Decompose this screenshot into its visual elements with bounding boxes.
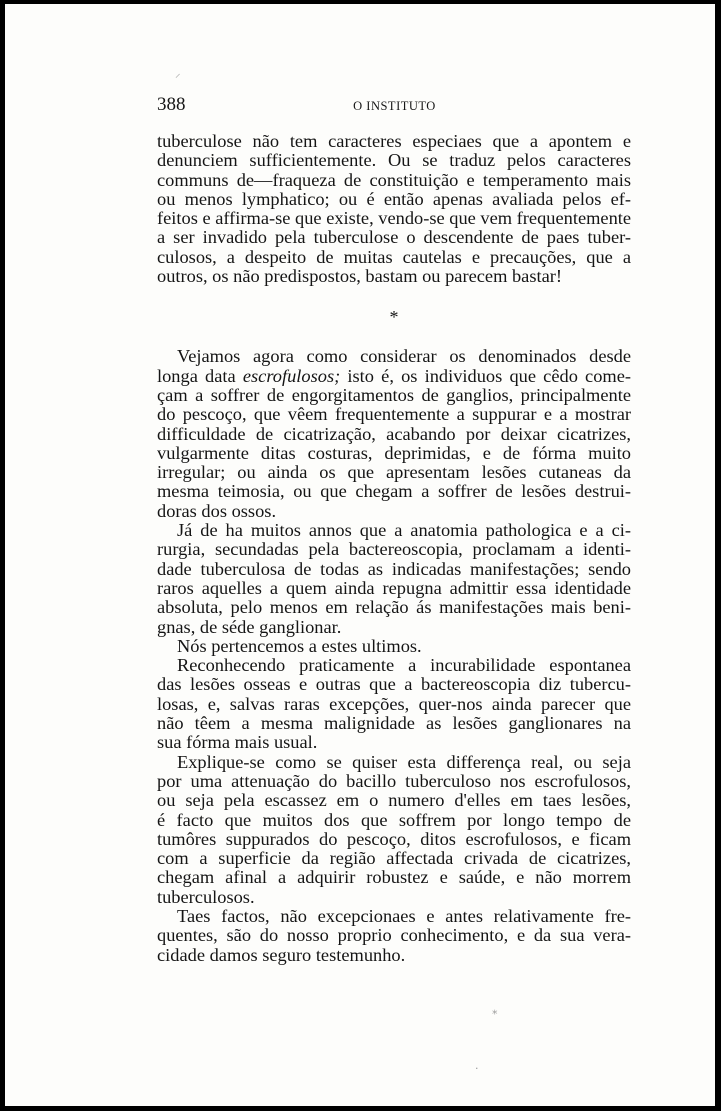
text-line: tuberculosos. (157, 886, 255, 907)
text-line: Já de ha muitos annos que a anatomia pathologica e a ci- (177, 520, 631, 541)
scan-speck: ⸝ (175, 67, 181, 80)
text-line: absoluta, pelo menos em relação ás manifestações mais beni- (157, 597, 631, 618)
text-line: cidade damos seguro testemunho. (157, 944, 406, 965)
text-line: losas, e, salvas raras excepções, quer-nos ainda parecer que (157, 693, 631, 714)
text-line: tumôres suppurados do pescoço, ditos escrofulosos, e ficam (157, 828, 631, 849)
text-line: mesma teimosia, ou que chegam a soffrer de lesões destrui- (157, 481, 631, 502)
paragraph-6 (157, 753, 631, 907)
text-line: gnas, de séde ganglionar. (157, 616, 342, 637)
text-line: quentes, são do nosso proprio conhecimento, e da sua vera- (157, 925, 631, 946)
text-line: culosos, a despeito de muitas cautelas e precauções, que a (157, 246, 631, 267)
text-line: feitos e affirma-se que existe, vendo-se que vem frequentemente (157, 208, 632, 229)
text-line: Explique-se como se quiser esta differença real, ou seja (177, 751, 631, 772)
paragraph-1 (157, 132, 631, 286)
text-line: não têem a mesma malignidade as lesões ganglionares na (157, 713, 631, 734)
text-line: das lesões osseas e outras que a bactereoscopia diz tubercu- (157, 674, 631, 695)
text-line: chegam afinal a adquirir robustez e saúde, e não morrem (157, 867, 631, 888)
body-text (157, 132, 631, 965)
italic-term: escrofulosos; (242, 365, 341, 386)
text-line: dade tuberculosa de todas as indicadas manifestações; sendo (157, 558, 631, 579)
text-line: irregular; ou ainda os que apresentam lesões cutaneas da (157, 462, 631, 483)
paragraph-4 (157, 637, 631, 656)
scan-speck: · (475, 1062, 479, 1075)
document-page (5, 4, 715, 1106)
text-line: sua fórma mais usual. (157, 732, 318, 753)
text-line: do pescoço, que vêem frequentemente a suppurar e a mostrar (157, 404, 631, 425)
text-line: a ser invadido pela tuberculose o descendente de paes tuber- (157, 227, 631, 248)
paragraph-5 (157, 656, 631, 752)
text-line: çam a soffrer de engorgitamentos de ganglios, principalmente (157, 384, 631, 405)
scan-speck: ⁎ (492, 1004, 498, 1017)
text-line: Nós pertencemos a estes ultimos. (177, 635, 422, 656)
text-line: rurgia, secundadas pela bactereoscopia, proclamam a identi- (157, 539, 631, 560)
paragraph-2 (157, 347, 631, 521)
text-line: doras dos ossos. (157, 500, 277, 521)
running-title: O INSTITUTO (353, 99, 436, 113)
text-line: ou menos lymphatico; ou é então apenas avaliada pelos ef- (157, 188, 631, 209)
text-line: raros aquelles a quem ainda repugna admittir essa identidade (157, 577, 631, 598)
section-divider: * (389, 307, 399, 328)
text-line: com a superficie da região affectada crivada de cicatrizes, (157, 848, 631, 869)
text-line: tuberculose não tem caracteres especiaes que a apontem e (157, 131, 631, 151)
text-line: vulgarmente ditas costuras, deprimidas, e de fórma muito (157, 442, 631, 463)
text-line: communs de—fraqueza de constituição e temperamento mais (157, 169, 631, 190)
text-span: longa data (157, 365, 243, 386)
text-line (157, 367, 631, 386)
page-header (157, 94, 632, 118)
text-line: é facto que muitos dos que soffrem por longo tempo de (157, 809, 631, 830)
text-line: por uma attenuação do bacillo tuberculoso nos escrofulosos, (157, 770, 631, 791)
text-line: Taes factos, não excepcionaes e antes relativamente fre- (177, 905, 631, 926)
text-line: difficuldade de cicatrização, acabando por deixar cicatrizes, (157, 423, 631, 444)
text-line: Reconhecendo praticamente a incurabilidade espontanea (177, 655, 631, 676)
text-span: isto é, os individuos que cêdo come- (340, 365, 632, 386)
text-line: outros, os não predispostos, bastam ou parecem bastar! (157, 266, 563, 287)
text-line: ou seja pela escassez em o numero d'elles em taes lesões, (157, 790, 631, 811)
text-line: Vejamos agora como considerar os denominados desde (177, 346, 631, 367)
page-number: 388 (157, 94, 186, 115)
paragraph-7 (157, 907, 631, 965)
paragraph-3 (157, 521, 631, 637)
text-line: denunciem sufficientemente. Ou se traduz pelos caracteres (157, 150, 631, 171)
